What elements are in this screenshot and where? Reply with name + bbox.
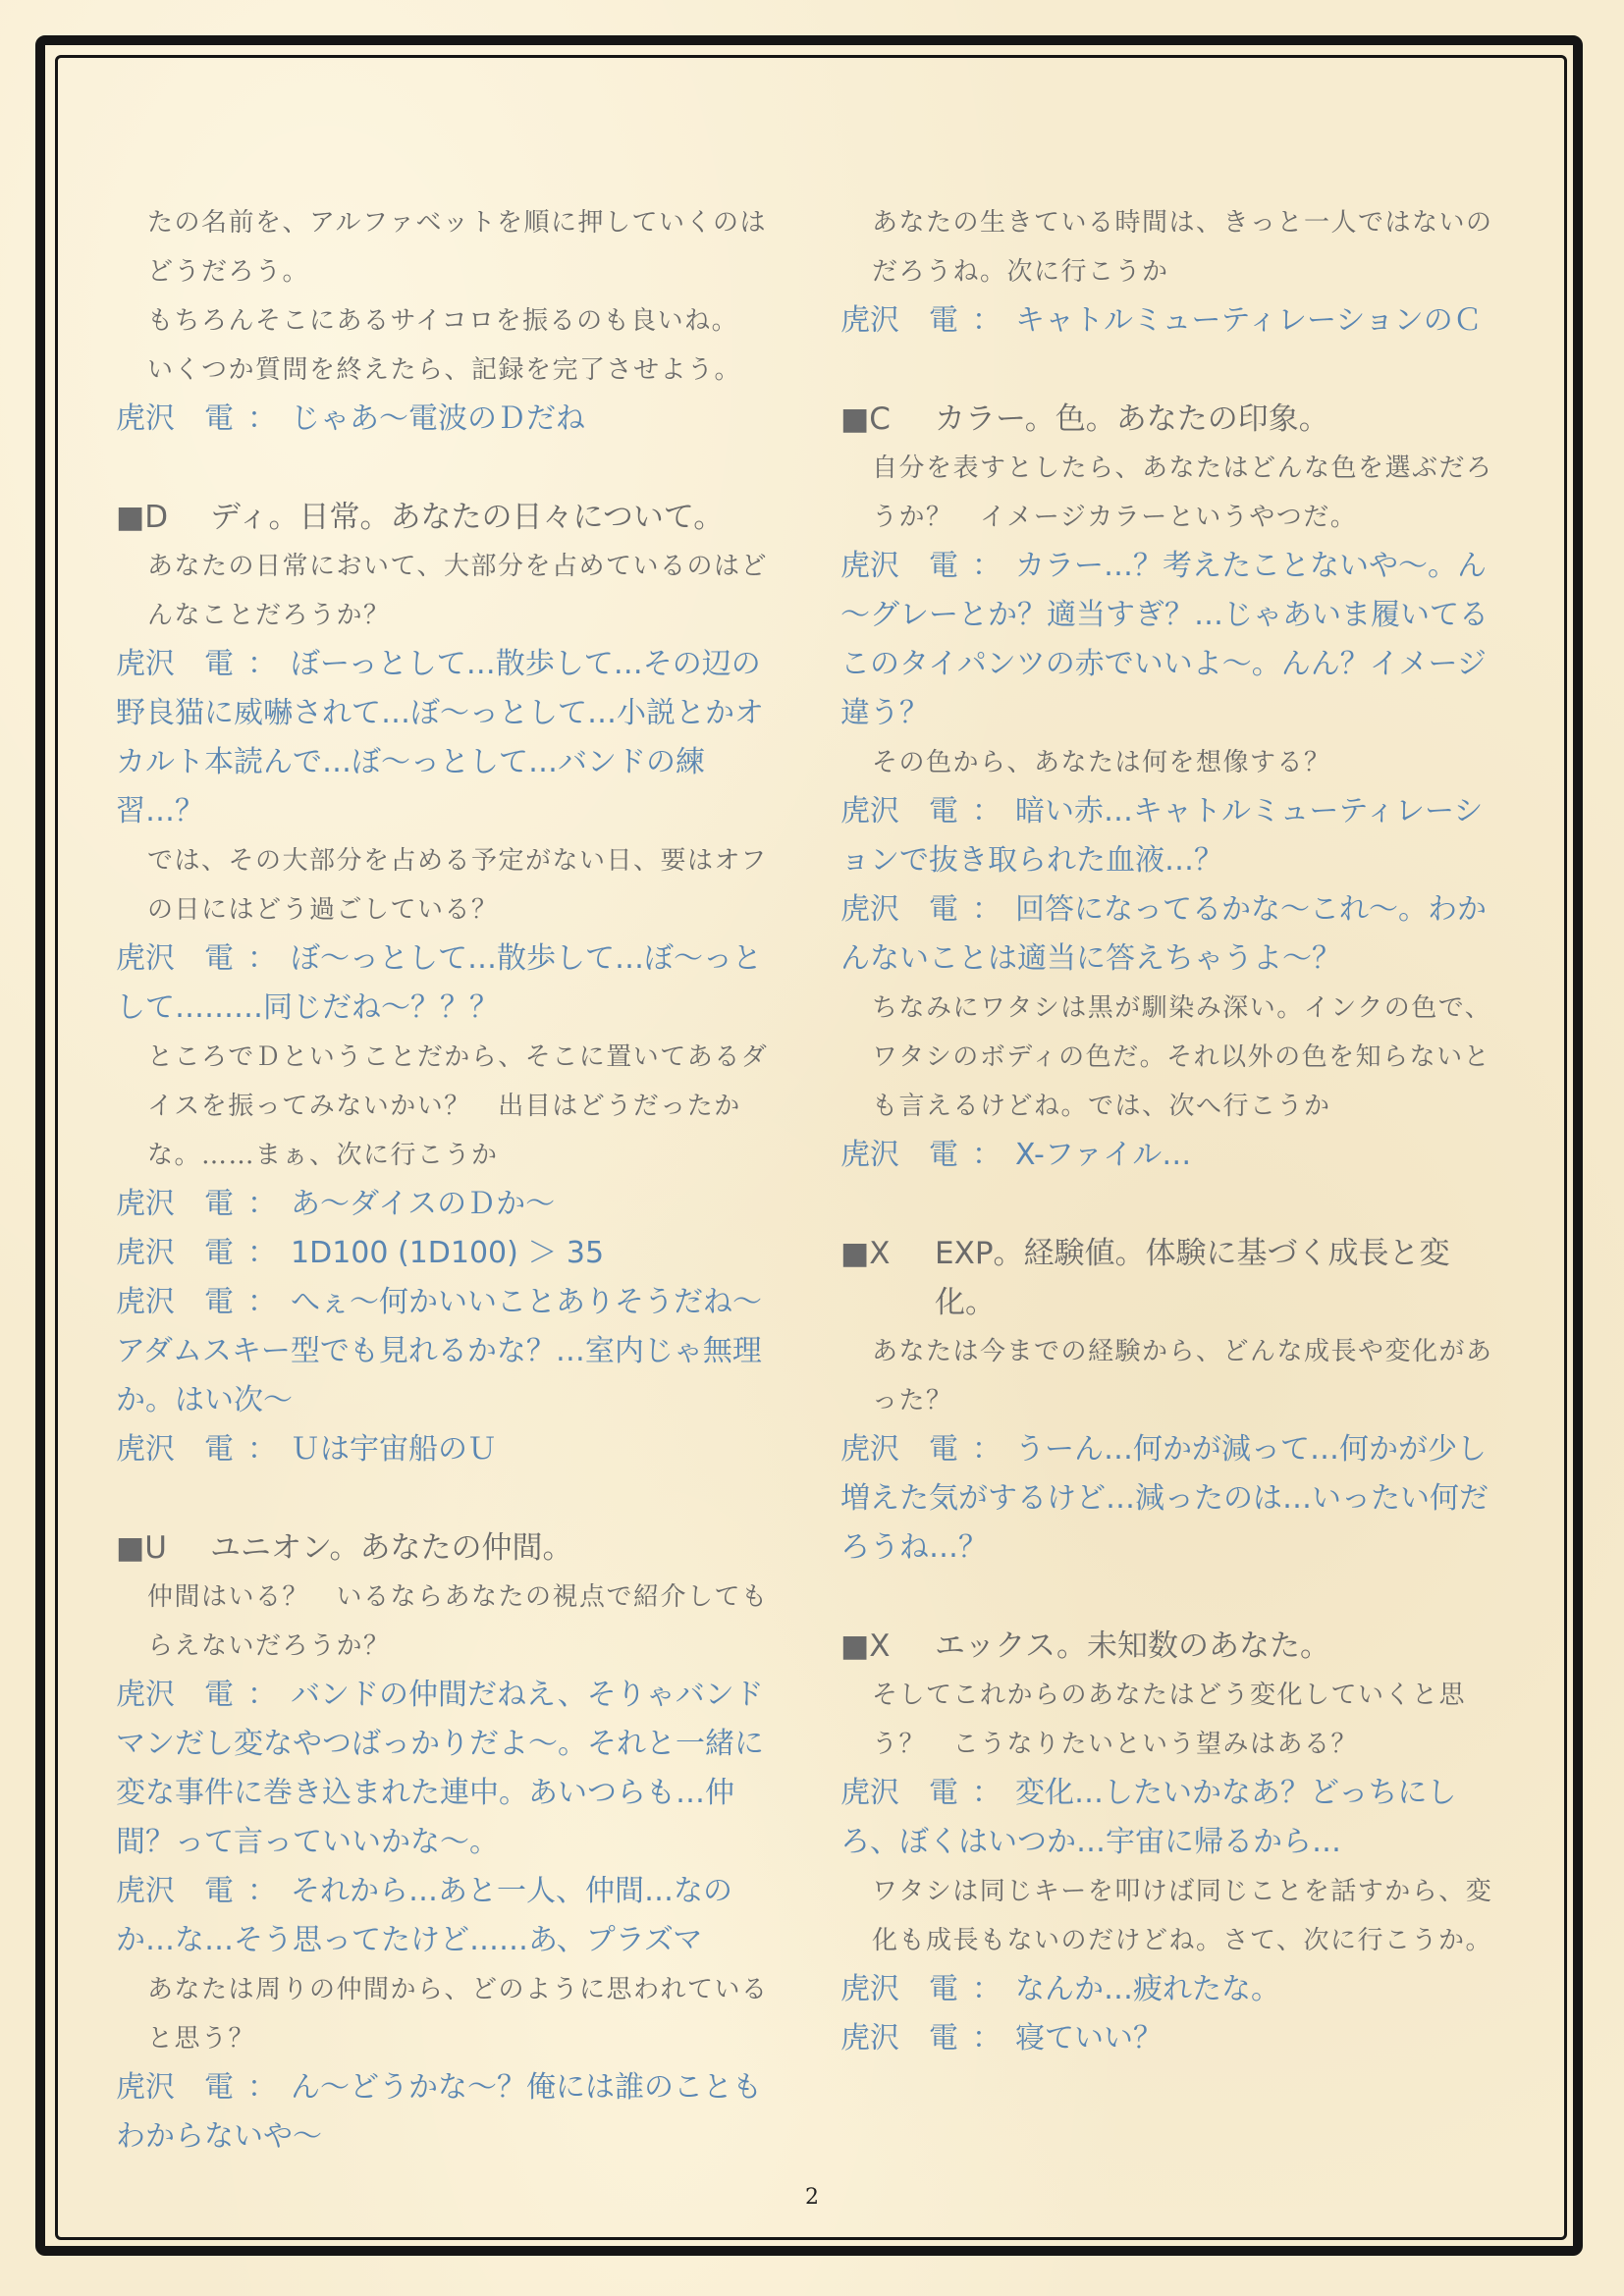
speaker-name: 虎沢 電: [116, 1874, 234, 1908]
speaker-name: 虎沢 電: [116, 401, 234, 436]
section-title: ディ。日常。あなたの日々について。: [210, 500, 725, 535]
section-heading: [840, 1229, 1504, 1327]
dialogue-text: 1D100 (1D100) ＞ 35: [291, 1236, 605, 1270]
narration-paragraph: あなたは今までの経験から、どんな成長や変化があった？: [872, 1337, 1493, 1415]
dialogue-text: 変化…したいかなあ？どっちにしろ、ぼくはいつか…宇宙に帰るから…: [840, 1776, 1457, 1859]
narration-paragraph: では、その大部分を占める予定がない日、要はオフの日にはどう過ごしている？: [147, 846, 768, 925]
section-heading: [840, 1622, 1504, 1671]
dialogue-line: [116, 1278, 780, 1425]
dialogue-text: キャトルミューティレーションのＣ: [1015, 303, 1483, 338]
dialogue-text: ぼーっとして…散歩して…その辺の野良猫に威嚇されて…ぼ～っとして…小説とかオカルト本読んで…ぼ～っとして…バンドの練習…？: [116, 647, 764, 828]
section-marker: ■X: [840, 1236, 891, 1271]
section-heading: [840, 395, 1504, 444]
dialogue-line: [116, 1229, 780, 1278]
speaker-separator: ：: [247, 647, 277, 681]
speaker-name: 虎沢 電: [116, 1236, 234, 1270]
speaker-name: 虎沢 電: [116, 647, 234, 681]
dialogue-text: 回答になってるかな～これ～。わかんないことは適当に答えちゃうよ～？: [840, 892, 1487, 976]
section-title: EXP。経験値。体験に基づく成長と変化。: [935, 1236, 1450, 1320]
dialogue-line: [840, 885, 1504, 984]
speaker-separator: ：: [972, 549, 1001, 583]
dialogue-line: [840, 296, 1504, 346]
section-title: カラー。色。あなたの印象。: [935, 401, 1329, 437]
dialogue-text: ん～どうかな～？俺には誰のこともわからないや～: [116, 2070, 762, 2154]
dialogue-text: X-ファイル…: [1015, 1138, 1192, 1172]
narration-paragraph: ところでＤということだから、そこに置いてあるダイスを振ってみないかい？ 出目はどうだったかな。……まぁ、次に行こうか: [147, 1042, 769, 1170]
dialogue-line: [840, 542, 1504, 738]
speaker-separator: ：: [972, 892, 1001, 927]
speaker-name: 虎沢 電: [840, 303, 958, 338]
speaker-separator: ：: [247, 1432, 277, 1467]
narration-paragraph: もちろんそこにあるサイコロを振るのも良いね。: [147, 306, 739, 336]
speaker-name: 虎沢 電: [116, 1285, 234, 1319]
speaker-separator: ：: [972, 1138, 1001, 1172]
dialogue-line: [840, 787, 1504, 885]
speaker-name: 虎沢 電: [840, 549, 958, 583]
dialogue-text: Ｕは宇宙船のＵ: [291, 1432, 497, 1467]
speaker-separator: ：: [972, 1972, 1001, 2006]
speaker-separator: ：: [247, 941, 277, 976]
speaker-separator: ：: [247, 1285, 277, 1319]
dialogue-text: なんか…疲れたな。: [1015, 1972, 1280, 2006]
speaker-separator: ：: [972, 2021, 1001, 2056]
narration-paragraph: あなたは周りの仲間から、どのように思われていると思う？: [147, 1975, 769, 2054]
page-number: 2: [805, 2185, 819, 2210]
section-heading: [116, 493, 780, 542]
speaker-separator: ：: [247, 401, 277, 436]
section-marker: ■D: [116, 500, 169, 535]
section-marker: ■U: [116, 1530, 167, 1566]
dialogue-line: [116, 395, 780, 444]
speaker-name: 虎沢 電: [116, 1432, 234, 1467]
dialogue-line: [840, 1965, 1504, 2014]
dialogue-text: じゃあ～電波のＤだね: [291, 401, 585, 436]
dialogue-line: [116, 1425, 780, 1474]
narration-paragraph: ちなみにワタシは黒が馴染み深い。インクの色で、ワタシのボディの色だ。それ以外の色を知らないとも言えるけどね。では、次へ行こうか: [872, 993, 1492, 1121]
speaker-separator: ：: [972, 303, 1001, 338]
left-column: [116, 198, 780, 2162]
narration-paragraph: あなたの日常において、大部分を占めているのはどんなことだろうか？: [147, 552, 768, 630]
speaker-separator: ：: [247, 1236, 277, 1270]
dialogue-line: [116, 2063, 780, 2162]
section-title: エックス。未知数のあなた。: [935, 1629, 1330, 1664]
speaker-name: 虎沢 電: [840, 1776, 958, 1810]
speaker-separator: ：: [247, 1187, 277, 1221]
dialogue-text: あ～ダイスのＤか～: [291, 1187, 556, 1221]
speaker-name: 虎沢 電: [840, 892, 958, 927]
section-title: ユニオン。あなたの仲間。: [210, 1530, 573, 1566]
speaker-separator: ：: [972, 1776, 1001, 1810]
dialogue-text: ぼ～っとして…散歩して…ぼ～っとして………同じだね～？？？: [116, 941, 762, 1025]
right-column: [840, 198, 1504, 2063]
speaker-separator: ：: [972, 794, 1001, 828]
speaker-name: 虎沢 電: [116, 2070, 234, 2105]
dialogue-text: うーん…何かが減って…何かが少し増えた気がするけど…減ったのは…いったい何だろうね…？: [840, 1432, 1489, 1565]
narration-paragraph: その色から、あなたは何を想像する？: [872, 748, 1331, 777]
dialogue-line: [116, 640, 780, 836]
narration-paragraph: 自分を表すとしたら、あなたはどんな色を選ぶだろうか？ イメージカラーというやつだ。: [872, 454, 1493, 532]
narration-paragraph: あなたの生きている時間は、きっと一人ではないのだろうね。次に行こうか: [872, 208, 1493, 287]
speaker-separator: ：: [247, 2070, 277, 2105]
narration-paragraph: そしてこれからのあなたはどう変化していくと思う？ こうなりたいという望みはある？: [872, 1681, 1467, 1759]
speaker-separator: ：: [972, 1432, 1001, 1467]
speaker-name: 虎沢 電: [840, 1972, 958, 2006]
section-marker: ■X: [840, 1629, 891, 1664]
dialogue-line: [116, 1671, 780, 1867]
dialogue-text: カラー…？考えたことないや～。ん～グレーとか？適当すぎ？…じゃあいま履いてるこのタイパンツの赤でいいよ～。んん？イメージ違う？: [840, 549, 1489, 730]
narration-paragraph: たの名前を、アルファベットを順に押していくのはどうだろう。: [147, 208, 767, 287]
dialogue-line: [840, 1131, 1504, 1180]
speaker-name: 虎沢 電: [840, 794, 958, 828]
dialogue-line: [116, 934, 780, 1033]
section-marker: ■C: [840, 401, 891, 437]
speaker-separator: ：: [247, 1874, 277, 1908]
narration-paragraph: 仲間はいる？ いるならあなたの視点で紹介してもらえないだろうか？: [147, 1582, 769, 1661]
dialogue-text: 寝ていい？: [1015, 2021, 1163, 2056]
speaker-name: 虎沢 電: [840, 1138, 958, 1172]
dialogue-line: [840, 1769, 1504, 1867]
speaker-name: 虎沢 電: [840, 1432, 958, 1467]
narration-paragraph: いくつか質問を終えたら、記録を完了させよう。: [147, 355, 742, 385]
speaker-name: 虎沢 電: [116, 1187, 234, 1221]
speaker-name: 虎沢 電: [116, 941, 234, 976]
dialogue-text: へぇ～何かいいことありそうだね～アダムスキー型でも見れるかな？…室内じゃ無理か。はい次～: [116, 1285, 762, 1417]
speaker-name: 虎沢 電: [840, 2021, 958, 2056]
dialogue-text: それから…あと一人、仲間…なのか…な…そう思ってたけど……あ、プラズマ: [116, 1874, 732, 1957]
section-heading: [116, 1523, 780, 1573]
dialogue-line: [116, 1180, 780, 1229]
speaker-name: 虎沢 電: [116, 1678, 234, 1712]
dialogue-text: バンドの仲間だねえ、そりゃバンドマンだし変なやつばっかりだよ～。それと一緒に変な事件に巻き込まれた連中。あいつらも…仲間？って言っていいかな～。: [116, 1678, 764, 1859]
speaker-separator: ：: [247, 1678, 277, 1712]
dialogue-line: [116, 1867, 780, 1965]
dialogue-line: [840, 2014, 1504, 2063]
dialogue-line: [840, 1425, 1504, 1573]
dialogue-text: 暗い赤…キャトルミューティレーションで抜き取られた血液…？: [840, 794, 1484, 878]
narration-paragraph: ワタシは同じキーを叩けば同じことを話すから、変化も成長もないのだけどね。さて、次に行こうか。: [872, 1877, 1493, 1955]
